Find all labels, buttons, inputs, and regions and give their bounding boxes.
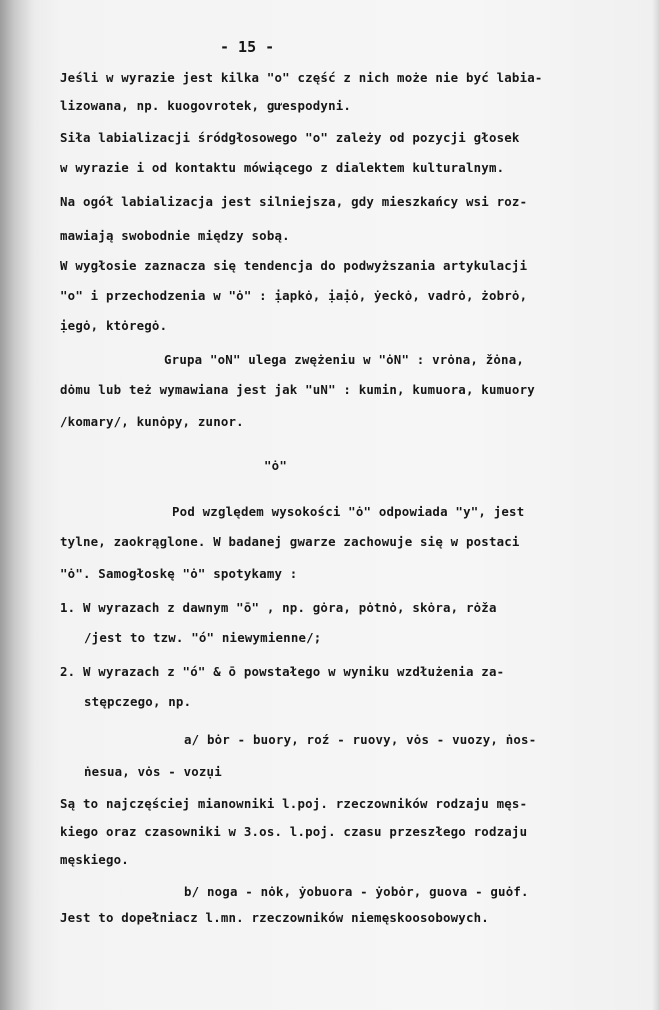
text-line: "ȯ" <box>264 458 287 473</box>
text-line: mawiają swobodnie między sobą. <box>60 228 290 243</box>
text-line: W wygłosie zaznacza się tendencja do podwyższania artykulacji <box>60 258 528 273</box>
text-line: 2. W wyrazach z "ó" & ō powstałego w wyniku wzdłużenia za- <box>60 664 505 679</box>
text-line: a/ bȯr - buory, roź - ruovy, vȯs - vuozy, ṅos- <box>184 732 537 747</box>
text-line: Na ogół labializacja jest silniejsza, gdy mieszkańcy wsi roz- <box>60 194 528 209</box>
text-line: dȯmu lub też wymawiana jest jak "uN" : kumin, kumuora, kumuory <box>60 382 535 397</box>
text-line: Pod względem wysokości "ȯ" odpowiada "y", jest <box>172 504 525 519</box>
text-line: Są to najczęściej mianowniki l.poj. rzeczowników rodzaju męs- <box>60 796 528 811</box>
text-line: lizowana, np. kuogovrotek, gưespodyni. <box>60 98 352 113</box>
text-line: ịegȯ, ktȯregȯ. <box>60 318 168 333</box>
text-line: stępczego, np. <box>84 694 192 709</box>
text-line: Jest to dopełniacz l.mn. rzeczowników niemęskoosobowych. <box>60 910 489 925</box>
text-line: tylne, zaokrąglone. W badanej gwarze zachowuje się w postaci <box>60 534 520 549</box>
text-line: męskiego. <box>60 852 129 867</box>
text-line: Jeśli w wyrazie jest kilka "o" część z nich może nie być labia- <box>60 70 543 85</box>
text-line: Siła labializacji śródgłosowego "o" zależy od pozycji głosek <box>60 130 520 145</box>
text-line: 1. W wyrazach z dawnym "ō" , np. gȯra, pȯtnȯ, skȯra, rȯža <box>60 600 497 615</box>
text-line: /komary/, kunȯpy, zunor. <box>60 414 244 429</box>
text-line: ṅesua, vȯs - vozụi <box>84 764 222 779</box>
text-line: "ȯ". Samogłoskę "ȯ" spotykamy : <box>60 566 298 581</box>
text-line: Grupa "oN" ulega zwężeniu w "ȯN" : vrȯna, žȯna, <box>164 352 525 367</box>
text-line: w wyrazie i od kontaktu mówiącego z dialektem kulturalnym. <box>60 160 505 175</box>
text-line: b/ noga - nȯk, ẏobuora - ẏobȯr, guova - guȯf. <box>184 884 529 899</box>
text-line: "o" i przechodzenia w "ȯ" : ịapkȯ, ịaịȯ, ẏeckȯ, vadrȯ, żobrȯ, <box>60 288 528 303</box>
page-number: - 15 - <box>220 38 275 56</box>
text-line: /jest to tzw. "ó" niewymienne/; <box>84 630 322 645</box>
text-line: kiego oraz czasowniki w 3.os. l.poj. czasu przeszłego rodzaju <box>60 824 528 839</box>
